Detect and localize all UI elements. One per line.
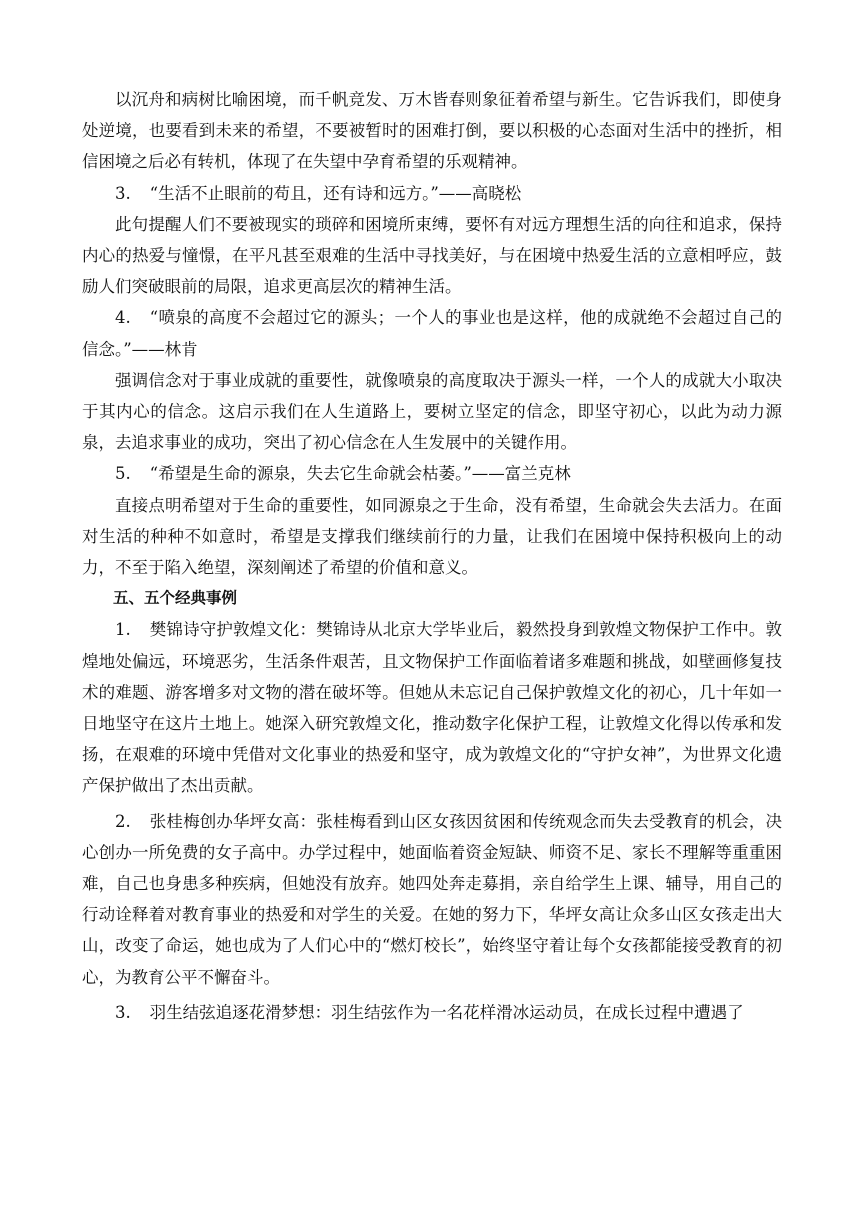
quote-text: “希望是生命的源泉，失去它生命就会枯萎。”——富兰克林 <box>149 464 571 484</box>
paragraph-interpretation-2: 以沉舟和病树比喻困境，而千帆竞发、万木皆春则象征着希望与新生。它告诉我们，即使身处逆境，也要看到未来的希望，不要被暂时的困难打倒，要以积极的心态面对生活中的挫折，相信困境之后必有转机，体现了在失望中孕育希望的乐观精神。 <box>82 90 782 172</box>
paragraph-interpretation-5: 直接点明希望对于生命的重要性，如同源泉之于生命，没有希望，生命就会失去活力。在面对生活的种种不如意时，希望是支撑我们继续前行的力量，让我们在困境中保持积极向上的动力，不至于陷入绝望，深刻阐述了希望的价值和意义。 <box>82 495 782 578</box>
example-number: 2. <box>115 811 131 831</box>
quote-number: 3. <box>115 183 131 203</box>
section-heading: 五、五个经典事例 <box>113 589 238 608</box>
quote-text: “喷泉的高度不会超过它的源头；一个人的事业也是这样，他的成就绝不会超过自己的信念。”——林肯 <box>82 308 782 359</box>
quote-text: “生活不止眼前的苟且，还有诗和远方。”——高晓松 <box>149 183 522 203</box>
paragraph-interpretation-3: 此句提醒人们不要被现实的琐碎和困境所束缚，要怀有对远方理想生活的向往和追求，保持内心的热爱与憧憬，在平凡甚至艰难的生活中寻找美好，与在困境中热爱生活的立意相呼应，鼓励人们突破眼前的局限，追求更高层次的精神生活。 <box>82 214 782 297</box>
quote-3 <box>82 178 782 209</box>
example-number: 3. <box>115 1002 131 1022</box>
example-2 <box>82 806 782 993</box>
example-text: 樊锦诗守护敦煌文化：樊锦诗从北京大学毕业后，毅然投身到敦煌文物保护工作中。敦煌地处偏远，环境恶劣，生活条件艰苦，且文物保护工作面临着诸多难题和挑战，如壁画修复技术的难题、游客增多对文物的潜在破坏等。但她从未忘记自己保护敦煌文化的初心，几十年如一日地坚守在这片土地上。她深入研究敦煌文化，推动数字化保护工程，让敦煌文化得以传承和发扬，在艰难的环境中凭借对文化事业的热爱和坚守，成为敦煌文化的“守护女神”，为世界文化遗产保护做出了杰出贡献。 <box>82 620 782 796</box>
example-1 <box>82 614 782 801</box>
quote-number: 4. <box>115 308 131 328</box>
document-page <box>82 84 782 1028</box>
example-3 <box>82 997 782 1028</box>
example-text: 羽生结弦追逐花滑梦想：羽生结弦作为一名花样滑冰运动员，在成长过程中遭遇了 <box>149 1002 744 1022</box>
quote-5 <box>82 458 782 489</box>
quote-4 <box>82 302 782 364</box>
paragraph-interpretation-4: 强调信念对于事业成就的重要性，就像喷泉的高度取决于源头一样，一个人的成就大小取决于其内心的信念。这启示我们在人生道路上，要树立坚定的信念，即坚守初心，以此为动力源泉，去追求事业的成功，突出了初心信念在人生发展中的关键作用。 <box>82 370 782 453</box>
example-number: 1. <box>115 620 131 640</box>
quote-number: 5. <box>115 464 131 484</box>
example-text: 张桂梅创办华坪女高：张桂梅看到山区女孩因贫困和传统观念而失去受教育的机会，决心创办一所免费的女子高中。办学过程中，她面临着资金短缺、师资不足、家长不理解等重重困难，自己也身患多种疾病，但她没有放弃。她四处奔走募捐，亲自给学生上课、辅导，用自己的行动诠释着对教育事业的热爱和对学生的关爱。在她的努力下，华坪女高让众多山区女孩走出大山，改变了命运，她也成为了人们心中的“燃灯校长”，始终坚守着让每个女孩都能接受教育的初心，为教育公平不懈奋斗。 <box>82 811 782 987</box>
